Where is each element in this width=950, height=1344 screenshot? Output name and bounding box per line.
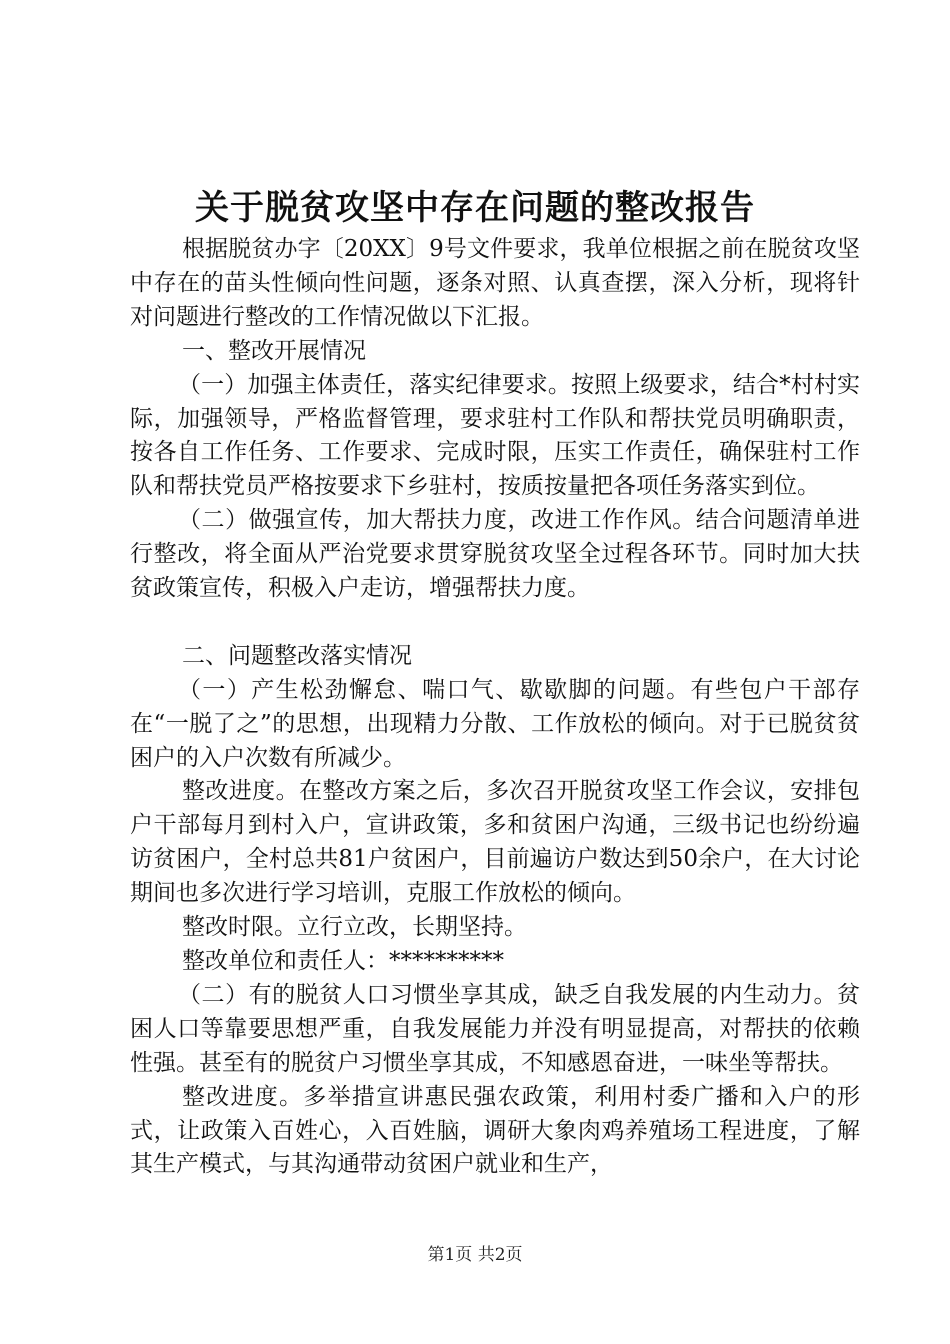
paragraph-responsible-1: 整改单位和责任人：********** [182,948,504,975]
paragraph-deadline-1: 整改时限。立行立改，长期坚持。 [182,914,527,941]
page-title: 关于脱贫攻坚中存在问题的整改报告 [195,188,755,228]
document-body [130,233,860,1182]
paragraph-progress-1: 整改进度。在整改方案之后，多次召开脱贫攻坚工作会议，安排包户干部每月到村入户，宣讲政策，多和贫困户沟通，三级书记也纷纷遍访贫困户，全村总共81户贫困户，目前遍访户数达到50余户，在大讨论期间也多次进行学习培训，克服工作放松的倾向。 [130,778,860,907]
paragraph-section2-item2: （二）有的脱贫人口习惯坐享其成，缺乏自我发展的内生动力。贫困人口等靠要思想严重，自我发展能力并没有明显提高，对帮扶的依赖性强。甚至有的脱贫户习惯坐享其成，不知感恩奋进，一味坐等帮扶。 [130,981,860,1076]
section-heading-1: 一、整改开展情况 [182,337,366,364]
paragraph-section2-item1: （一）产生松劲懈怠、喘口气、歇歇脚的问题。有些包户干部存在“一脱了之”的思想，出现精力分散、工作放松的倾向。对于已脱贫贫困户的入户次数有所减少。 [130,676,860,771]
blank-line [130,606,860,640]
section-heading-2: 二、问题整改落实情况 [182,642,412,669]
paragraph-progress-2: 整改进度。多举措宣讲惠民强农政策，利用村委广播和入户的形式，让政策入百姓心，入百姓脑，调研大象肉鸡养殖场工程进度，了解其生产模式，与其沟通带动贫困户就业和生产， [130,1083,860,1178]
paragraph-section1-item1: （一）加强主体责任，落实纪律要求。按照上级要求，结合*村村实际，加强领导，严格监督管理，要求驻村工作队和帮扶党员明确职责，按各自工作任务、工作要求、完成时限，压实工作责任，确保驻村工作队和帮扶党员严格按要求下乡驻村，按质按量把各项任务落实到位。 [130,371,860,500]
paragraph-section1-item2: （二）做强宣传，加大帮扶力度，改进工作作风。结合问题清单进行整改，将全面从严治党要求贯穿脱贫攻坚全过程各环节。同时加大扶贫政策宣传，积极入户走访，增强帮扶力度。 [130,507,860,602]
page-footer: 第1页 共2页 [427,1245,523,1265]
intro-paragraph: 根据脱贫办字〔20XX〕9号文件要求，我单位根据之前在脱贫攻坚中存在的苗头性倾向性问题，逐条对照、认真查摆，深入分析，现将针对问题进行整改的工作情况做以下汇报。 [130,236,860,330]
